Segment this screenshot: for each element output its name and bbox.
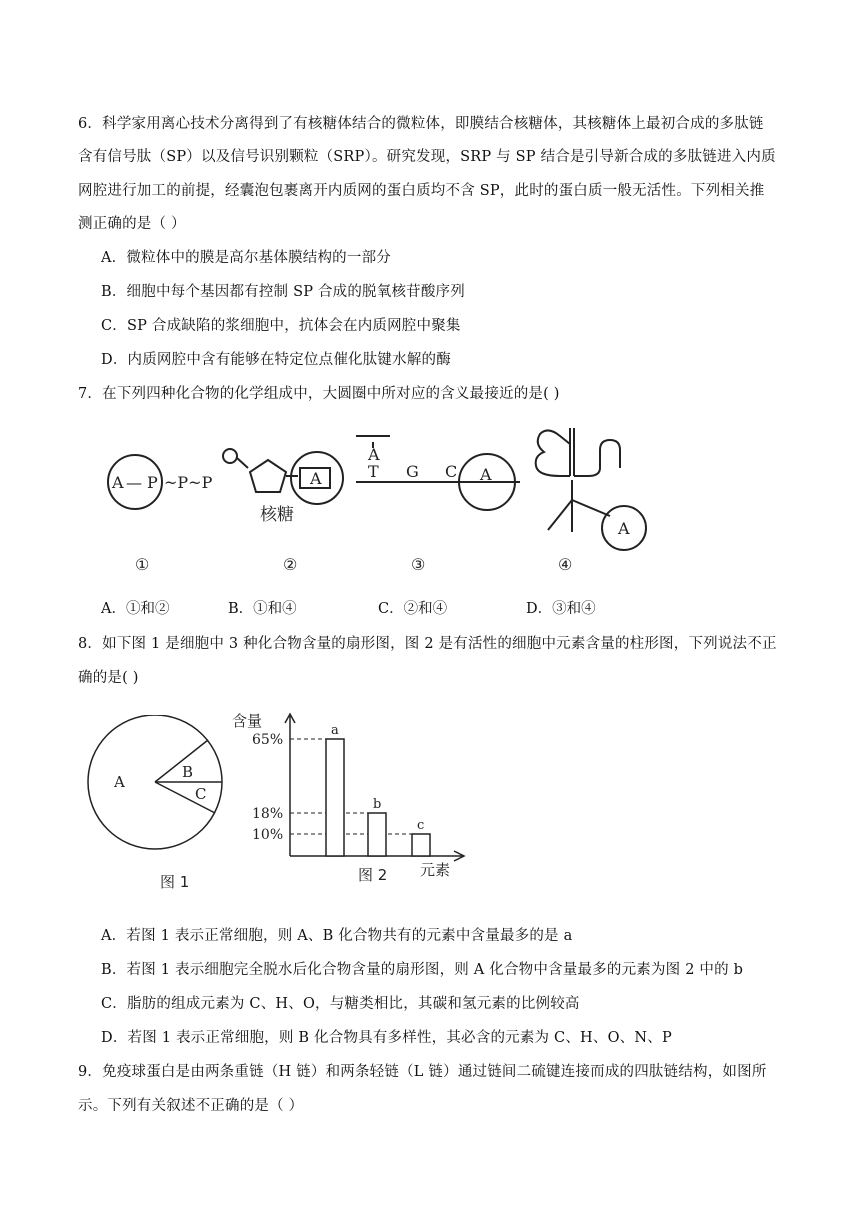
q7-figure [100, 420, 660, 580]
pie-label-c: C [195, 785, 207, 803]
ribose-a-label: A [310, 469, 322, 488]
dna-circle-a-label: A [480, 465, 492, 484]
q6-option-b: B．细胞中每个基因都有控制 SP 合成的脱氧核苷酸序列 [101, 284, 465, 300]
y-axis-label: 含量 [232, 712, 263, 730]
pie-label-a: A [114, 773, 125, 791]
q6-stem-line-2: 含有信号肽（SP）以及信号识别颗粒（SRP）。研究发现，SRP 与 SP 结合是引导新合成的多肽链进入内质 [78, 149, 776, 165]
fig1-caption: 图 1 [160, 873, 190, 891]
y-tick-label-1: 18% [252, 806, 284, 822]
bar-a [326, 739, 344, 856]
label-3: ③ [411, 555, 426, 574]
q9-stem-line-2: 示。下列有关叙述不正确的是（ ） [78, 1098, 304, 1114]
dna-a-label: A [368, 445, 380, 464]
q7-option-c: C．②和④ [378, 601, 448, 617]
x-axis-label: 元素 [420, 861, 451, 879]
q8-stem-line-2: 确的是( ) [78, 670, 139, 686]
bar-label-c: c [417, 818, 425, 833]
pie-label-b: B [182, 763, 194, 781]
label-1: ① [135, 555, 150, 574]
ribose-pentagon [250, 460, 286, 492]
q7-option-a: A．①和② [101, 601, 170, 617]
y-tick-label-0: 65% [252, 732, 284, 748]
bar-label-a: a [331, 723, 339, 738]
ribose-label: 核糖 [260, 505, 294, 525]
q6-stem-line-4: 测正确的是（ ） [78, 216, 186, 232]
q8-option-c: C．脂肪的组成元素为 C、H、O，与糖类相比，其碳和氢元素的比例较高 [101, 996, 580, 1012]
q7-option-b: B．①和④ [228, 601, 297, 617]
q8-pie-figure [80, 715, 240, 895]
dna-c-label: C [445, 462, 458, 481]
trna-a-label: A [618, 519, 630, 538]
q8-stem-line-1: 8．如下图 1 是细胞中 3 种化合物含量的扇形图，图 2 是有活性的细胞中元素含量的柱形图，下列说法不正 [78, 636, 777, 652]
atp-tail-label: ~P~P [164, 473, 213, 492]
atp-a-label: A [112, 473, 124, 492]
q6-option-d: D．内质网腔中含有能够在特定位点催化肽键水解的酶 [101, 352, 451, 368]
phosphate-circle [223, 449, 237, 463]
y-tick-label-2: 10% [252, 827, 284, 843]
dna-g-label: G [406, 462, 419, 481]
q8-option-a: A．若图 1 表示正常细胞，则 A、B 化合物共有的元素中含量最多的是 a [101, 928, 573, 944]
q6-option-c: C．SP 合成缺陷的浆细胞中，抗体会在内质网腔中聚集 [101, 318, 461, 334]
q9-stem-line-1: 9．免疫球蛋白是由两条重链（H 链）和两条轻链（L 链）通过链间二硫键连接而成的四肽链结构，如图所 [78, 1064, 767, 1080]
q6-stem-line-3: 网腔进行加工的前提，经囊泡包裹离开内质网的蛋白质均不含 SP，此时的蛋白质一般无活性。下列相关推 [78, 183, 765, 199]
fig2-caption: 图 2 [358, 866, 388, 884]
label-2: ② [283, 555, 298, 574]
q6-option-a: A．微粒体中的膜是高尔基体膜结构的一部分 [101, 250, 391, 266]
q8-option-d: D．若图 1 表示正常细胞，则 B 化合物具有多样性，其必含的元素为 C、H、O、N、P [101, 1030, 672, 1046]
atp-dash: — [126, 473, 142, 492]
q8-option-b: B．若图 1 表示细胞完全脱水后化合物含量的扇形图，则 A 化合物中含量最多的元素为图 2 中的 b [101, 962, 744, 978]
q7-stem: 7．在下列四种化合物的化学组成中，大圆圈中所对应的含义最接近的是( ) [78, 386, 560, 402]
q7-option-d: D．③和④ [526, 601, 596, 617]
label-4: ④ [558, 555, 573, 574]
bar-label-b: b [373, 797, 382, 812]
dna-t-label: T [368, 462, 379, 481]
bar-b [368, 813, 386, 856]
q6-stem-line-1: 6．科学家用离心技术分离得到了有核糖体结合的微粒体，即膜结合核糖体，其核糖体上最初合成的多肽链 [78, 116, 764, 132]
q8-bar-chart [228, 708, 478, 888]
atp-p1-label: P [147, 473, 158, 492]
bar-c [412, 834, 430, 856]
